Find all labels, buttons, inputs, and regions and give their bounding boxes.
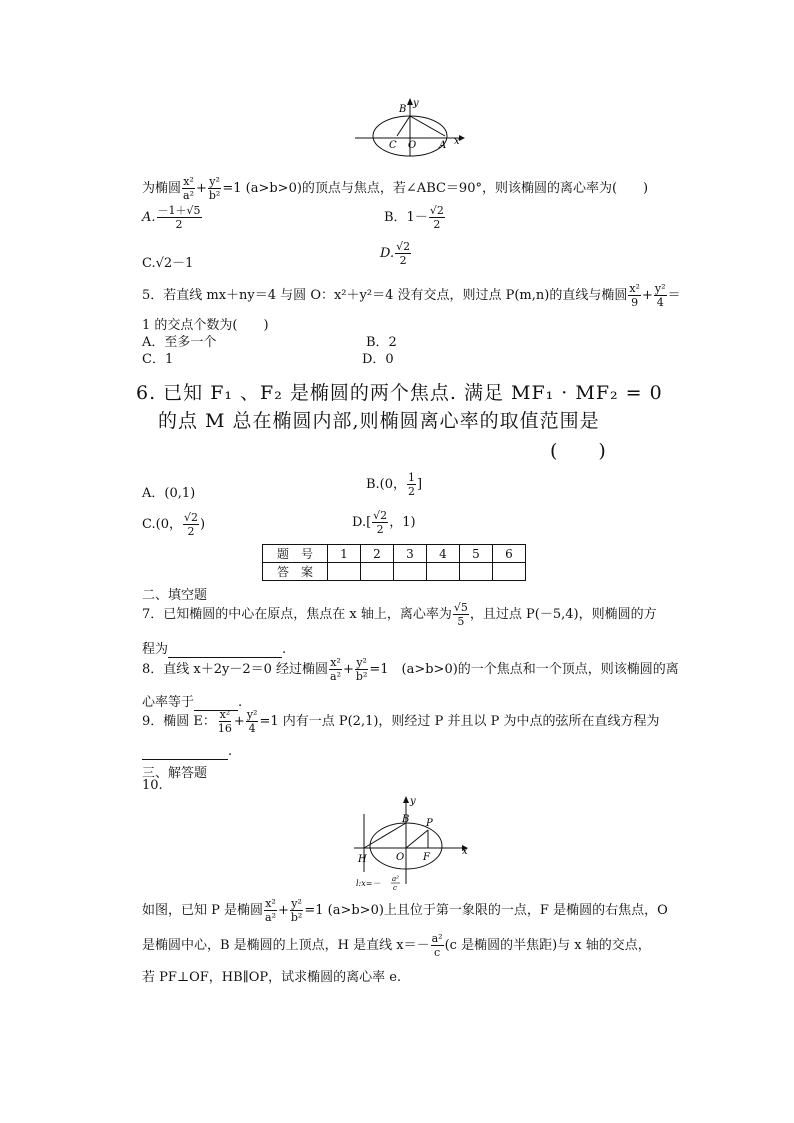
fig2-label-P: P [426, 818, 433, 829]
q5-stem: 5．若直线 mx＋ny＝4 与圆 O：x²＋y²＝4 没有交点，则过点 P(m,n)的直线与椭圆 $\frac{\text{x²}}{9}$ + $\frac{\text{y²}}{4}$ ＝ [142, 282, 681, 309]
q6-option-a: A．(0,1) [142, 486, 196, 501]
answer-cell[interactable] [361, 563, 394, 581]
answer-cell[interactable] [493, 563, 526, 581]
q7-answer-blank[interactable] [168, 642, 282, 658]
q4-option-c: C.√2－1 [142, 256, 194, 271]
fig2-line-label-num: a² [392, 875, 399, 883]
q5-option-d: D．0 [362, 352, 394, 367]
q10-line1: 如图，已知 P 是椭圆 $\frac{\text{x²}}{\text{a²}}$ + $\frac{\text{y²}}{\text{b²}}$ =1 (a>b>0)上且位于第一象限的一点，F 是椭圆的右焦点，O [142, 897, 668, 924]
q9-answer-blank[interactable] [142, 744, 228, 760]
q5-line2: 1 的交点个数为( ) [142, 318, 269, 333]
q10-number: 10. [142, 778, 163, 793]
answer-cell[interactable] [328, 563, 361, 581]
answer-table [262, 544, 526, 581]
q6-option-c: C.(0， $\frac{√2}{2}$ ) [142, 511, 206, 538]
fig1-label-C: C [389, 140, 397, 151]
q4-pre: 为椭圆 [142, 181, 182, 196]
q4-post: =1 (a>b>0)的顶点与焦点，若∠ABC＝90°，则该椭圆的离心率为( ) [222, 181, 649, 196]
answer-cell[interactable] [394, 563, 427, 581]
table-cell: 2 [361, 545, 394, 563]
q6-option-d: D.[ $\frac{√2}{2}$ ，1) [352, 509, 416, 536]
section-2-heading: 二、填空题 [142, 588, 208, 603]
q4-option-a: A. $\frac{-1+√5}{2}$ [142, 204, 201, 231]
fig2-label-H: H [358, 854, 367, 865]
table-cell: 3 [394, 545, 427, 563]
q8-line2: 心率等于 . [142, 695, 243, 710]
section-3-heading: 三、解答题 [142, 766, 208, 781]
fig2-label-O: O [396, 852, 405, 863]
plus-sign: + [195, 181, 207, 196]
table-row [263, 545, 526, 563]
answer-cell[interactable] [460, 563, 493, 581]
q7-stem: 7．已知椭圆的中心在原点，焦点在 x 轴上，离心率为 $\frac{√5}{5}$ ，且过点 P(－5,4)，则椭圆的方 [142, 601, 657, 628]
table-cell: 4 [427, 545, 460, 563]
q10-line2: 是椭圆中心，B 是椭圆的上顶点，H 是直线 x＝－ $\frac{\text{a²}}{c}$ (c 是椭圆的半焦距)与 x 轴的交点， [142, 932, 651, 959]
table-row [263, 563, 526, 581]
fig2-line-label: l:x=－ [356, 879, 381, 888]
fig1-label-y: y [413, 98, 419, 109]
q5-option-c: C．1 [142, 352, 174, 367]
q9-line2: . [142, 744, 232, 760]
fig1-label-B: B [399, 104, 407, 115]
q10-line3: 若 PF⊥OF，HB∥OP，试求椭圆的离心率 e. [142, 970, 402, 985]
ellipse-figure-2 [354, 794, 470, 892]
fig2-label-F: F [423, 852, 430, 863]
q4-option-d: D. $\frac{√2}{2}$ [380, 240, 411, 267]
table-cell: 5 [460, 545, 493, 563]
fig1-label-O: O [408, 140, 417, 151]
q9-stem: 9．椭圆 E： $\frac{\text{x²}}{16}$ + $\frac{\text{y²}}{4}$ =1 内有一点 P(2,1)，则经过 P 并且以 P 为中点的弦所在直线方程为 [142, 708, 660, 735]
q7-line2: 程为 . [142, 642, 287, 657]
q6-paren: ( ) [550, 440, 607, 462]
q4-frac-x: $\frac{\text{x²}}{\text{a²}}$ [183, 175, 194, 202]
fig2-label-y: y [410, 796, 416, 807]
fig2-line-label-den: c [393, 884, 397, 892]
q5-option-a: A．至多一个 [142, 335, 217, 350]
q4-stem [142, 176, 648, 201]
q5-option-b: B．2 [366, 335, 397, 350]
q6-line1: 6. 已知 F₁ 、F₂ 是椭圆的两个焦点. 满足 MF₁ · MF₂ = 0 [136, 382, 663, 404]
fig1-label-x: x [454, 136, 460, 147]
fig2-label-x: x [462, 846, 468, 857]
fig1-label-A: A [439, 140, 447, 151]
table-cell: 6 [493, 545, 526, 563]
table-header-cell: 题 号 [263, 545, 328, 563]
q6-line2: 的点 M 总在椭圆内部,则椭圆离心率的取值范围是 [158, 410, 600, 432]
q4-option-b: B．1－ $\frac{√2}{2}$ [384, 204, 444, 231]
ellipse-figure-1 [355, 98, 465, 158]
q4-frac-y: $\frac{\text{y²}}{\text{b²}}$ [208, 175, 221, 202]
answer-cell[interactable] [427, 563, 460, 581]
table-header-cell: 答 案 [263, 563, 328, 581]
fig2-label-B: B [402, 814, 410, 825]
q8-stem: 8．直线 x＋2y－2＝0 经过椭圆 $\frac{\text{x²}}{\text{a²}}$ + $\frac{\text{y²}}{\text{b²}}$ =1 (a>b>0)的一个焦点和一个顶点，则该椭圆的离 [142, 656, 679, 683]
q6-option-b: B.(0， $\frac{1}{2}$ ] [366, 471, 423, 498]
table-cell: 1 [328, 545, 361, 563]
